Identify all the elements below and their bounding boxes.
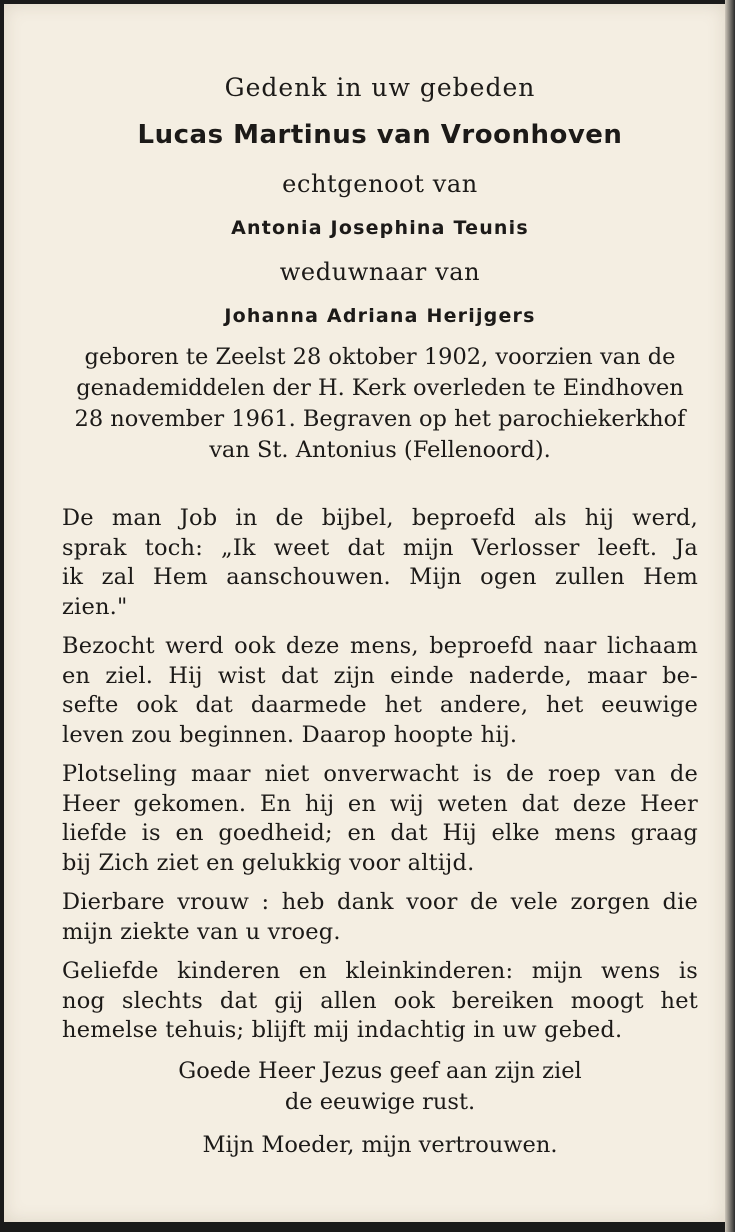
paragraph-line: Heer gekomen. En hij en wij weten dat deze Heer (62, 790, 698, 817)
paragraph-line: sprak toch: „Ik weet dat mijn Verlosser leeft. Ja (62, 534, 698, 561)
paragraph-job (62, 504, 698, 622)
paragraph-line: Bezocht werd ook deze mens, beproefd naar lichaam (62, 633, 698, 659)
paragraph-line: zien." (62, 593, 128, 620)
relation-spouse: echtgenoot van (282, 170, 478, 198)
paragraph-line: mijn ziekte van u vroeg. (62, 918, 341, 945)
birth-line: van St. Antonius (Fellenoord). (209, 437, 551, 463)
paragraph-line: leven zou beginnen. Daarop hoopte hij. (62, 721, 518, 748)
prayer-line: de eeuwige rust. (284, 1088, 476, 1115)
paragraph-line: Geliefde kinderen en kleinkinderen: mijn wens is (62, 958, 698, 984)
deceased-name: Lucas Martinus van Vroonhoven (137, 120, 623, 150)
birth-line: 28 november 1961. Begraven op het parochiekerkhof (74, 406, 686, 432)
spouse-name: Antonia Josephina Teunis (231, 217, 529, 239)
relation-widower: weduwnaar van (279, 258, 481, 286)
paragraph-visited (62, 632, 698, 750)
memorial-card (4, 4, 725, 1222)
card-content (62, 68, 698, 1161)
paragraph-children (62, 957, 698, 1046)
paragraph-line: Plotseling maar niet onverwacht is de roep van de (62, 761, 698, 787)
card-edge-shadow (725, 0, 735, 1232)
former-spouse-name: Johanna Adriana Herijgers (224, 305, 536, 327)
prayer-line: Goede Heer Jezus geef aan zijn ziel (178, 1057, 582, 1084)
paragraph-wife (62, 888, 698, 947)
section-gap (62, 466, 698, 504)
paragraph-line: bij Zich ziet en gelukkig voor altijd. (62, 849, 475, 876)
birth-line: geboren te Zeelst 28 oktober 1902, voorzien van de (84, 344, 676, 370)
paragraph-line: sefte ook dat daarmede het andere, het eeuwige (62, 692, 698, 718)
paragraph-line: liefde is en goedheid; en dat Hij elke mens graag (62, 820, 698, 846)
paragraph-line: nog slechts dat gij allen ook bereiken moogt het (62, 987, 698, 1014)
final-invocation: Mijn Moeder, mijn vertrouwen. (202, 1131, 558, 1158)
paragraph-line: hemelse tehuis; blijft mij indachtig in uw gebed. (62, 1017, 623, 1043)
birth-death-details (62, 338, 698, 466)
paragraph-line: Dierbare vrouw : heb dank voor de vele zorgen die (62, 889, 698, 915)
closing-gap (62, 1118, 698, 1130)
paragraph-sudden (62, 760, 698, 878)
paragraph-line: en ziel. Hij wist dat zijn einde naderde, maar be- (62, 662, 698, 689)
paragraph-line: ik zal Hem aanschouwen. Mijn ogen zullen Hem (62, 564, 698, 590)
birth-line: genademiddelen der H. Kerk overleden te Eindhoven (76, 375, 684, 401)
intro-text: Gedenk in uw gebeden (224, 73, 536, 102)
paragraph-line: De man Job in de bijbel, beproefd als hij werd, (62, 505, 698, 531)
prayer (62, 1056, 698, 1118)
